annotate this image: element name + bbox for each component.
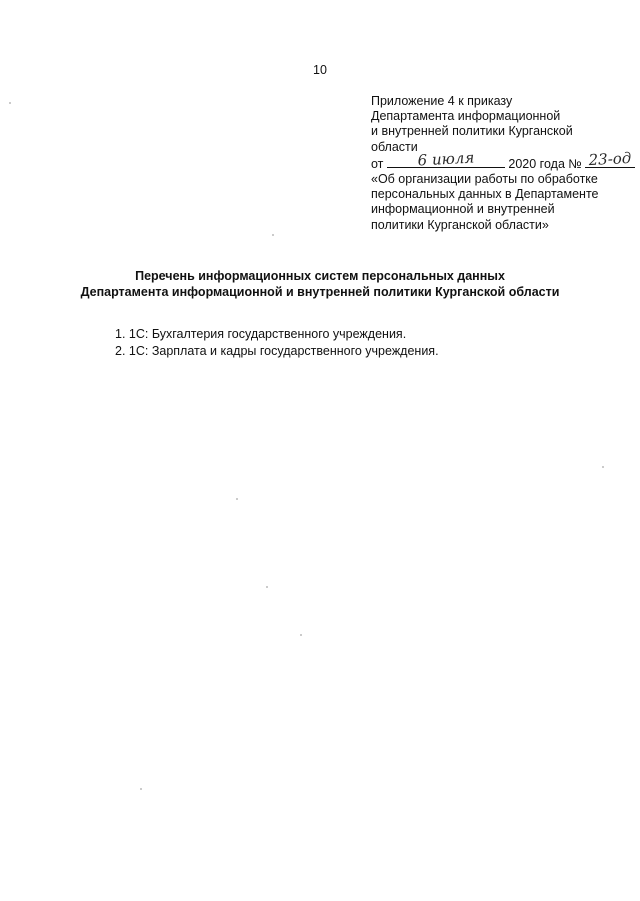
page-number: 10 <box>313 63 327 77</box>
handwritten-order-number: 23-од <box>587 148 632 169</box>
scan-speck <box>9 102 11 104</box>
scan-speck <box>266 586 268 588</box>
annex-subject-line: «Об организации работы по обработке <box>371 172 598 187</box>
annex-subject-line: персональных данных в Департаменте <box>371 187 599 202</box>
date-day-blank <box>387 148 505 170</box>
scan-speck <box>236 498 238 500</box>
document-title <box>0 268 640 300</box>
scan-speck <box>300 634 302 636</box>
annex-line: Департамента информационной <box>371 109 561 124</box>
annex-header <box>371 94 631 233</box>
scan-speck <box>272 234 274 236</box>
annex-subject-line: политики Курганской области» <box>371 217 549 232</box>
date-prefix: от <box>371 156 384 171</box>
annex-line: Приложение 4 к приказу <box>371 94 513 108</box>
list-item: 1. 1С: Бухгалтерия государственного учреждения. <box>115 327 407 341</box>
scan-speck <box>602 466 604 468</box>
title-line: Департамента информационной и внутренней политики Курганской области <box>80 285 560 299</box>
annex-subject-line: информационной и внутренней <box>371 202 555 217</box>
annex-line: области <box>371 139 418 154</box>
annex-line: и внутренней политики Курганской <box>371 124 573 139</box>
list-item: 2. 1С: Зарплата и кадры государственного учреждения. <box>115 344 439 358</box>
order-number-blank <box>585 148 635 169</box>
scan-speck <box>140 788 142 790</box>
title-line: Перечень информационных систем персональных данных <box>135 269 505 283</box>
handwritten-date: 6 июля <box>417 148 476 170</box>
order-date-line <box>371 148 632 172</box>
systems-list <box>115 326 439 360</box>
date-year: 2020 года № <box>508 156 582 171</box>
